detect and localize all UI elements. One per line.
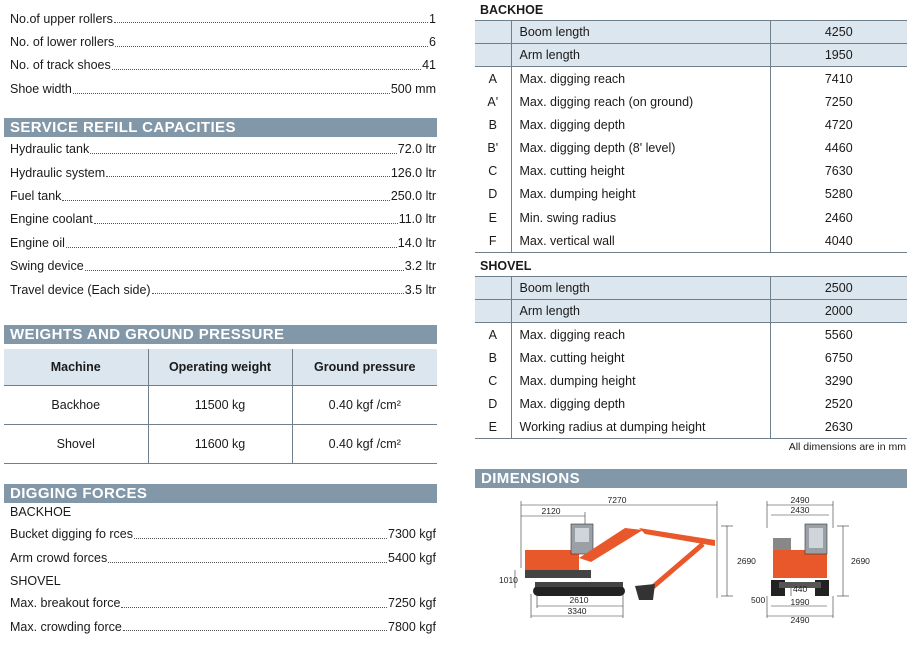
table-row <box>475 323 907 346</box>
table-row <box>475 392 907 415</box>
column-header: Machine <box>4 349 148 385</box>
table-cell: Arm length <box>511 44 770 67</box>
spec-value: 7800 kgf <box>388 619 436 634</box>
table-cell: 6750 <box>770 346 907 369</box>
spec-label: Hydraulic system <box>10 165 106 180</box>
table-cell: Boom length <box>511 21 770 44</box>
table-cell: Working radius at dumping height <box>511 416 770 439</box>
spec-row <box>4 231 437 254</box>
table-row <box>475 416 907 439</box>
column-header: Operating weight <box>148 349 292 385</box>
dim-tumbler: 2610 <box>569 595 589 606</box>
table-row <box>475 229 907 252</box>
table-row <box>475 206 907 229</box>
row-key: A' <box>487 94 499 109</box>
weights-heading: WEIGHTS AND GROUND PRESSURE <box>4 325 437 344</box>
shovel-title: SHOVEL <box>480 258 532 273</box>
spec-row <box>4 7 437 30</box>
row-key: D <box>488 396 498 411</box>
table-row <box>475 113 907 136</box>
dim-tail: 2120 <box>541 506 561 517</box>
table-row <box>475 44 907 67</box>
row-key: A <box>488 327 497 342</box>
row-key: F <box>475 229 511 252</box>
table-cell: 2520 <box>770 392 907 415</box>
table-row <box>475 300 907 323</box>
excavator-side-view <box>525 524 715 600</box>
table-cell: Max. digging reach <box>511 323 770 346</box>
table-row <box>475 183 907 206</box>
spec-label: Travel device (Each side) <box>10 282 151 297</box>
table-cell: 0.40 kgf /cm² <box>292 424 437 463</box>
backhoe-table <box>475 20 907 253</box>
table-cell: Arm length <box>511 300 770 323</box>
row-key: C <box>488 373 498 388</box>
dim-overall: 7270 <box>607 495 627 506</box>
spec-label: No.of upper rollers <box>10 11 113 26</box>
table-cell: 2460 <box>770 206 907 229</box>
table-cell: Boom length <box>511 276 770 299</box>
table-header-row <box>4 349 437 385</box>
dimensions-drawing <box>475 488 907 628</box>
spec-row <box>4 278 437 301</box>
row-key: C <box>488 164 498 179</box>
spec-value: 6 <box>429 35 436 50</box>
spec-label: Engine oil <box>10 235 65 250</box>
table-row <box>475 67 907 90</box>
spec-row <box>4 30 437 53</box>
dim-front-upper: 2430 <box>790 505 810 516</box>
row-key: B' <box>487 141 499 156</box>
table-row <box>475 21 907 44</box>
table-row <box>4 385 437 424</box>
refill-heading: SERVICE REFILL CAPACITIES <box>4 118 437 137</box>
table-cell: 4040 <box>770 229 907 252</box>
right-column <box>475 0 907 628</box>
weights-table <box>4 349 437 464</box>
table-cell: Min. swing radius <box>511 206 770 229</box>
spec-row <box>4 208 437 231</box>
undercarriage-list <box>4 7 437 101</box>
table-cell: Max. cutting height <box>511 346 770 369</box>
table-cell: Max. dumping height <box>511 183 770 206</box>
units-note: All dimensions are in mm <box>788 441 906 454</box>
spec-row <box>4 255 437 278</box>
spec-row <box>4 184 437 207</box>
table-cell: Max. vertical wall <box>511 229 770 252</box>
table-cell: 4720 <box>770 113 907 136</box>
table-cell: Max. cutting height <box>511 160 770 183</box>
spec-label: Fuel tank <box>10 189 62 204</box>
dim-height: 2690 <box>737 556 756 567</box>
spec-row <box>4 161 437 184</box>
row-key: B <box>488 350 497 365</box>
spec-row <box>4 546 437 569</box>
table-cell: 7410 <box>770 67 907 90</box>
spec-value: 1 <box>429 11 436 26</box>
spec-value: 72.0 ltr <box>397 142 436 157</box>
left-column <box>4 0 437 638</box>
table-cell: 5280 <box>770 183 907 206</box>
table-cell: Max. digging reach <box>511 67 770 90</box>
spec-label: Engine coolant <box>10 212 93 227</box>
spec-label: No. of lower rollers <box>10 35 115 50</box>
dim-front-height: 2690 <box>851 556 870 567</box>
spec-value: 7300 kgf <box>388 527 436 542</box>
digging-heading: DIGGING FORCES <box>4 484 437 503</box>
spec-row <box>4 54 437 77</box>
spec-label: No. of track shoes <box>10 58 111 73</box>
spec-value: 3.5 ltr <box>404 282 436 297</box>
spec-row <box>4 615 437 638</box>
spec-value: 11.0 ltr <box>398 212 436 227</box>
spec-label: Max. crowding force <box>10 619 122 634</box>
table-row <box>475 346 907 369</box>
dim-front-ground: 440 <box>793 584 808 595</box>
dim-front-track-width: 2490 <box>790 615 810 626</box>
spec-label: Arm crowd forces <box>10 550 108 565</box>
spec-label: Hydraulic tank <box>10 142 90 157</box>
spec-row <box>4 523 437 546</box>
spec-row <box>4 138 437 161</box>
table-row <box>475 276 907 299</box>
table-cell: Shovel <box>4 424 148 463</box>
table-cell: 0.40 kgf /cm² <box>292 385 437 424</box>
dim-front-gauge: 1990 <box>790 597 810 608</box>
table-cell: 5560 <box>770 323 907 346</box>
table-cell: 4250 <box>770 21 907 44</box>
dim-front-shoe: 500 <box>751 595 766 606</box>
table-cell: 11500 kg <box>148 385 292 424</box>
row-key: E <box>488 210 497 225</box>
table-row <box>475 160 907 183</box>
table-cell: 7250 <box>770 90 907 113</box>
table-cell: 7630 <box>770 160 907 183</box>
digging-shovel-label: SHOVEL <box>10 573 61 588</box>
table-cell: Backhoe <box>4 385 148 424</box>
table-cell: 3290 <box>770 369 907 392</box>
column-header: Ground pressure <box>292 349 437 385</box>
spec-value: 3.2 ltr <box>404 259 436 274</box>
digging-backhoe-label: BACKHOE <box>10 504 72 519</box>
dimensions-heading: DIMENSIONS <box>475 469 907 488</box>
spec-label: Max. breakout force <box>10 596 121 611</box>
spec-value: 5400 kgf <box>388 550 436 565</box>
spec-value: 7250 kgf <box>388 596 436 611</box>
spec-value: 41 <box>422 58 436 73</box>
table-cell: 1950 <box>770 44 907 67</box>
spec-value: 250.0 ltr <box>390 189 436 204</box>
table-row <box>475 90 907 113</box>
shovel-table <box>475 276 907 439</box>
spec-value: 126.0 ltr <box>390 165 436 180</box>
spec-label: Bucket digging fo rces <box>10 527 133 542</box>
table-cell: 4460 <box>770 136 907 159</box>
table-cell: 11600 kg <box>148 424 292 463</box>
row-key: B <box>488 117 497 132</box>
table-row <box>475 136 907 159</box>
spec-label: Swing device <box>10 259 84 274</box>
spec-label: Shoe width <box>10 81 72 96</box>
table-cell: Max. dumping height <box>511 369 770 392</box>
table-cell: Max. digging depth (8' level) <box>511 136 770 159</box>
table-row <box>475 369 907 392</box>
row-key: D <box>488 187 498 202</box>
spec-value: 500 mm <box>390 81 436 96</box>
dim-front-width: 2490 <box>790 495 810 506</box>
table-cell: Max. digging depth <box>511 392 770 415</box>
table-cell: Max. digging depth <box>511 113 770 136</box>
row-key: E <box>475 416 511 439</box>
table-cell: 2630 <box>770 416 907 439</box>
spec-row <box>4 77 437 100</box>
spec-value: 14.0 ltr <box>397 235 436 250</box>
backhoe-title: BACKHOE <box>480 3 544 17</box>
dim-track: 3340 <box>567 606 587 617</box>
table-cell: 2500 <box>770 276 907 299</box>
row-key: A <box>488 71 497 86</box>
table-row <box>4 424 437 463</box>
dim-clearance: 1010 <box>499 575 518 586</box>
spec-row <box>4 592 437 615</box>
table-cell: Max. digging reach (on ground) <box>511 90 770 113</box>
table-cell: 2000 <box>770 300 907 323</box>
refill-list <box>4 138 437 302</box>
